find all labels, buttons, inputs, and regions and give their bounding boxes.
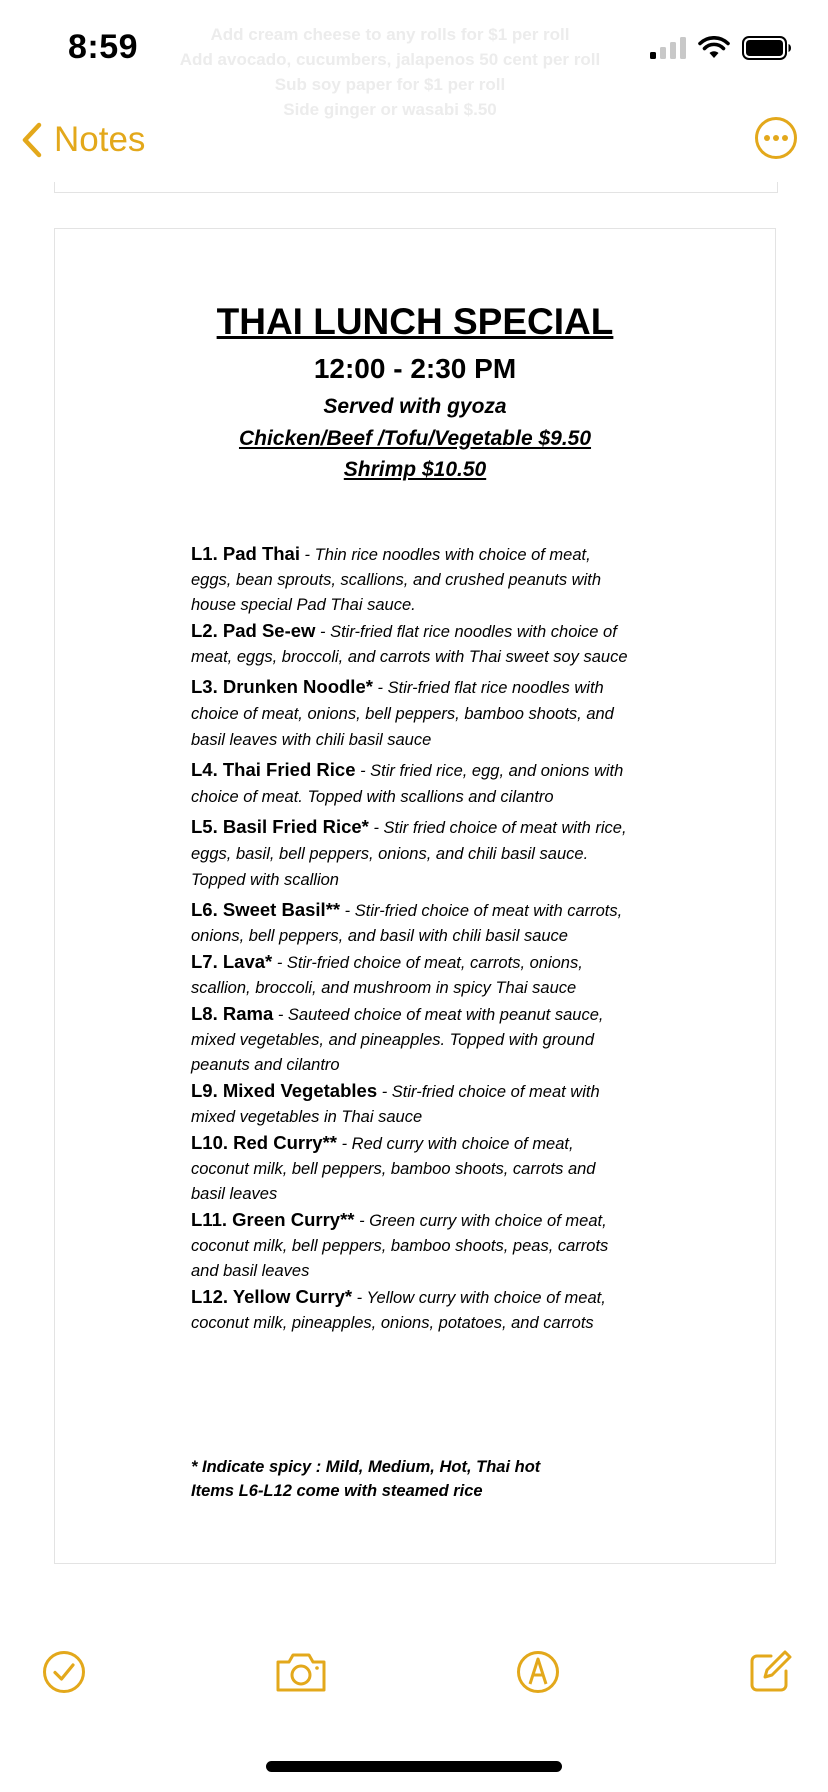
menu-footnotes bbox=[191, 1455, 671, 1503]
served-with: Served with gyoza bbox=[323, 395, 507, 418]
item-description: - Stir-fried choice of meat, carrots, onions, scallion, broccoli, and mushroom in spicy Thai sauce bbox=[191, 954, 583, 997]
menu-item bbox=[191, 674, 631, 753]
checklist-button[interactable] bbox=[42, 1650, 86, 1699]
ghost-line: Side ginger or wasabi $.50 bbox=[283, 100, 497, 119]
item-description: - Green curry with choice of meat, coconut milk, bell peppers, bamboo shoots, peas, carrots and basil leaves bbox=[191, 1212, 609, 1280]
battery-icon bbox=[742, 36, 792, 60]
menu-item bbox=[191, 618, 631, 670]
menu-item bbox=[191, 949, 631, 1001]
menu-item bbox=[191, 757, 631, 810]
document-title: THAI LUNCH SPECIAL bbox=[216, 301, 614, 342]
menu-item bbox=[191, 897, 631, 949]
price-line: Chicken/Beef /Tofu/Vegetable $9.50 bbox=[238, 427, 592, 450]
menu-item bbox=[191, 1001, 631, 1078]
camera-button[interactable] bbox=[274, 1650, 328, 1699]
item-description: - Stir fried choice of meat with rice, eggs, basil, bell peppers, onions, and chili basil sauce. Topped with scallion bbox=[191, 819, 627, 889]
back-button[interactable] bbox=[22, 120, 145, 160]
compose-button[interactable] bbox=[748, 1650, 792, 1699]
item-description: - Stir-fried flat rice noodles with choice of meat, eggs, broccoli, and carrots with Thai sweet soy sauce bbox=[191, 623, 628, 666]
back-label: Notes bbox=[54, 120, 146, 159]
markup-button[interactable] bbox=[516, 1650, 560, 1699]
item-name: L6. Sweet Basil** bbox=[191, 899, 341, 920]
wifi-icon bbox=[698, 36, 730, 60]
checklist-icon bbox=[42, 1650, 86, 1694]
ghost-line: Sub soy paper for $1 per roll bbox=[274, 75, 506, 94]
item-description: - Sauteed choice of meat with peanut sauce, mixed vegetables, and pineapples. Topped with ground peanuts and cilantro bbox=[191, 1006, 604, 1074]
home-indicator[interactable] bbox=[266, 1761, 562, 1772]
item-name: L7. Lava* bbox=[191, 951, 273, 972]
item-name: L11. Green Curry** bbox=[191, 1209, 355, 1230]
menu-item bbox=[191, 1207, 631, 1284]
cellular-signal-icon bbox=[650, 37, 686, 59]
item-description: - Stir-fried choice of meat with carrots, onions, bell peppers, and basil with chili basil sauce bbox=[191, 902, 623, 945]
menu-document[interactable] bbox=[54, 228, 776, 1564]
bottom-toolbar bbox=[0, 1650, 828, 1720]
ellipsis-circle-icon bbox=[754, 116, 798, 160]
ghost-line: Add cream cheese to any rolls for $1 per roll bbox=[210, 25, 570, 44]
menu-item bbox=[191, 541, 631, 618]
ghost-line: Add avocado, cucumbers, jalapenos 50 cent per roll bbox=[179, 50, 601, 69]
navigation-bar bbox=[0, 112, 828, 172]
item-name: L5. Basil Fried Rice* bbox=[191, 816, 369, 837]
item-description: - Yellow curry with choice of meat, coconut milk, pineapples, onions, potatoes, and carrots bbox=[191, 1289, 606, 1332]
status-icons bbox=[650, 36, 792, 60]
price-line: Shrimp $10.50 bbox=[343, 458, 487, 481]
item-name: L12. Yellow Curry* bbox=[191, 1286, 353, 1307]
camera-icon bbox=[274, 1650, 328, 1694]
item-name: L3. Drunken Noodle* bbox=[191, 676, 373, 697]
menu-item bbox=[191, 1130, 631, 1207]
rice-note: Items L6-L12 come with steamed rice bbox=[191, 1482, 483, 1500]
compose-icon bbox=[748, 1650, 792, 1694]
item-description: - Stir-fried flat rice noodles with choice of meat, onions, bell peppers, bamboo shoots, and basil leaves with chili basil sauce bbox=[191, 679, 614, 749]
menu-item bbox=[191, 1078, 631, 1130]
item-name: L2. Pad Se-ew bbox=[191, 620, 316, 641]
item-name: L1. Pad Thai bbox=[191, 543, 300, 564]
spicy-note: * Indicate spicy : Mild, Medium, Hot, Thai hot bbox=[191, 1458, 541, 1476]
previous-page-edge bbox=[54, 182, 778, 193]
scrolled-note-text bbox=[140, 22, 640, 122]
lunch-hours: 12:00 - 2:30 PM bbox=[313, 353, 517, 384]
markup-icon bbox=[516, 1650, 560, 1694]
item-description: - Red curry with choice of meat, coconut milk, bell peppers, bamboo shoots, carrots and basil leaves bbox=[191, 1135, 596, 1203]
status-time: 8:59 bbox=[68, 28, 139, 66]
chevron-left-icon bbox=[22, 122, 42, 158]
menu-item bbox=[191, 814, 631, 893]
item-name: L8. Rama bbox=[191, 1003, 274, 1024]
item-name: L10. Red Curry** bbox=[191, 1132, 337, 1153]
menu-item bbox=[191, 1284, 631, 1336]
item-name: L4. Thai Fried Rice bbox=[191, 759, 356, 780]
item-description: - Stir fried rice, egg, and onions with choice of meat. Topped with scallions and cilantro bbox=[191, 762, 624, 806]
menu-items bbox=[191, 541, 631, 1336]
item-description: - Stir-fried choice of meat with mixed vegetables in Thai sauce bbox=[191, 1083, 600, 1126]
item-description: - Thin rice noodles with choice of meat, eggs, bean sprouts, scallions, and crushed peanuts with house special Pad Thai sauce. bbox=[191, 546, 602, 614]
more-options-button[interactable] bbox=[754, 116, 798, 165]
item-name: L9. Mixed Vegetables bbox=[191, 1080, 378, 1101]
